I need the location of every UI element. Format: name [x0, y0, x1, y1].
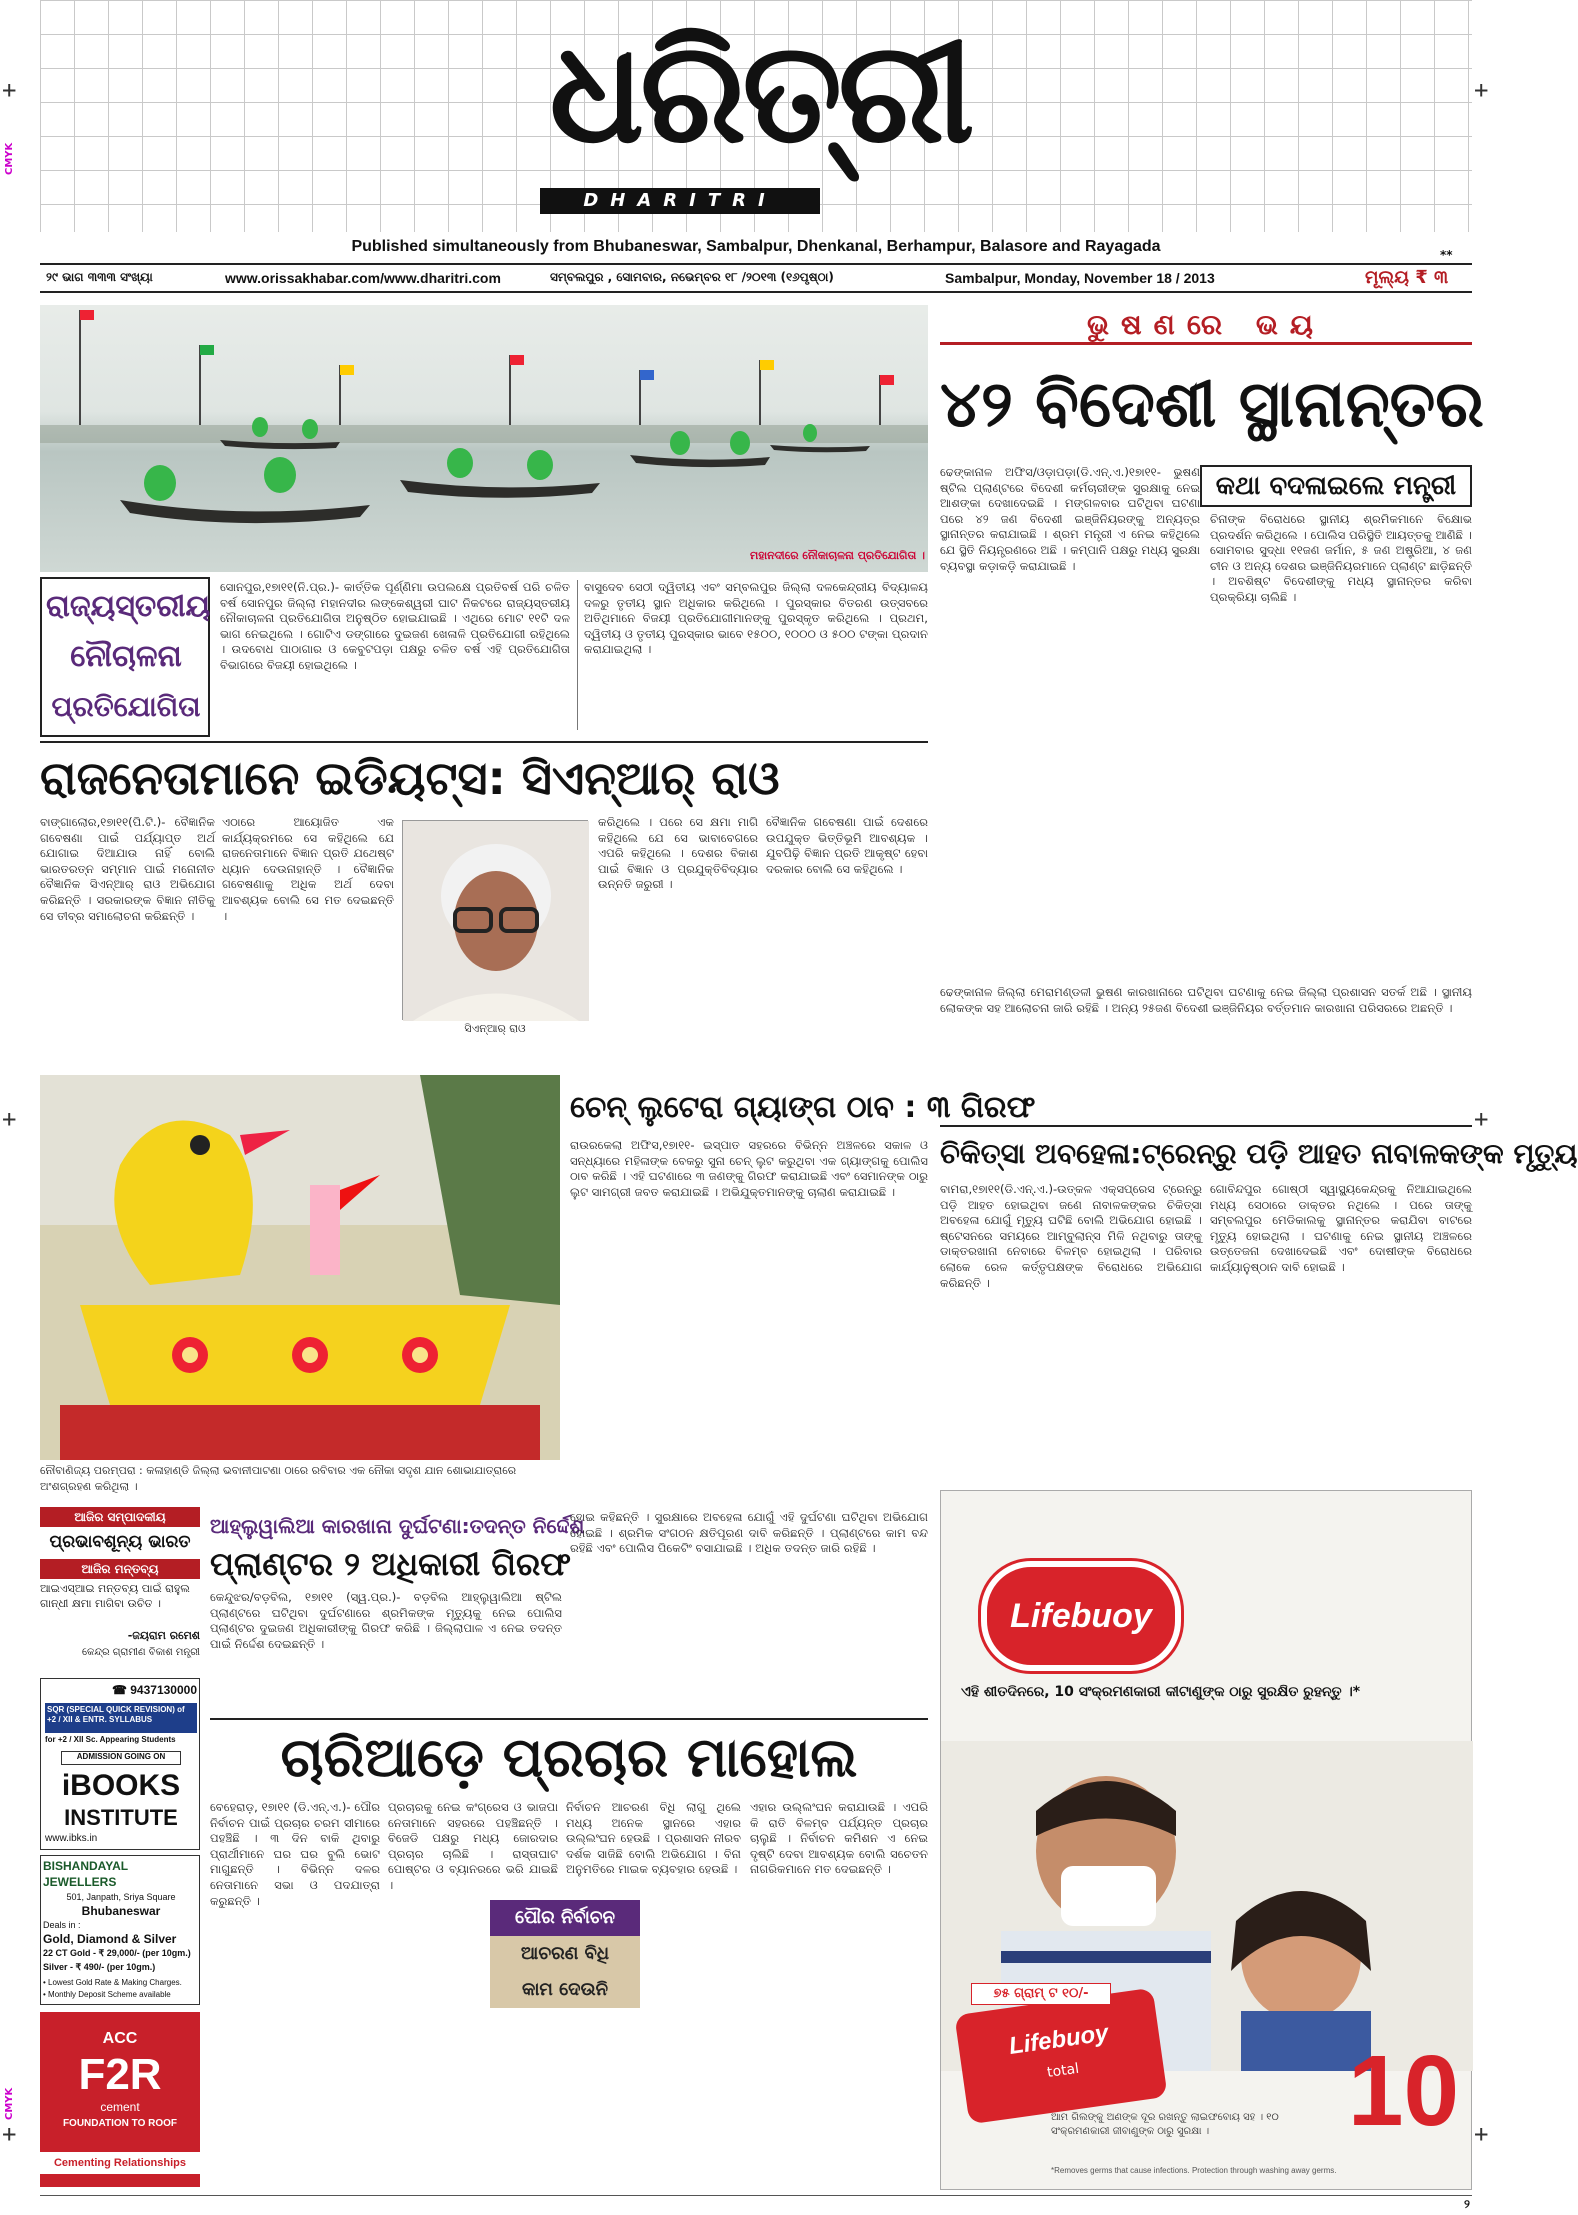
campaign-col3: ନିର୍ବାଚନ ଆଚରଣ ବିଧି ଲାଗୁ ଥିଲେ ମଧ୍ୟ ଅନେକ ସ୍ଥାନରେ ଏହାର ଉଲ୍ଲଂଘନ ହେଉଛି । ପ୍ରଶାସନ ନୀରବ ଦର୍ଶକ ସାଜିଛି ବୋଲି ଅଭିଯୋଗ । ବିନା ଅନୁମତିରେ ମାଇକ ବ୍ୟବହାର ହେଉଛି ।: [566, 1800, 741, 1877]
rao-col1: ବାଙ୍ଗାଲୋର,୧୭ା୧୧(ପି.ଟି.)- ବୈଜ୍ଞାନିକ ଗବେଷଣା ପାଇଁ ପର୍ଯ୍ୟାପ୍ତ ଅର୍ଥ ଯୋଗାଇ ଦିଆଯାଉ ନାହିଁ ବୋଲି ଭାରତରତ୍ନ ସମ୍ମାନ ପାଇଁ ମନୋନୀତ ବୈଜ୍ଞାନିକ ସିଏନ୍‌ଆର୍‌ ରାଓ ଅଭିଯୋଗ କରିଛନ୍ତି । ସରକାରଙ୍କ ବିଜ୍ଞାନ ନୀତିକୁ ସେ ତୀବ୍ର ସମାଲୋଚନା କରିଛନ୍ତି ।: [40, 815, 215, 923]
lead-col3: ଢେଙ୍କାନାଳ ଜିଲ୍ଲା ମେରାମଣ୍ଡଳୀ ଭୁଷଣ କାରଖାନାରେ ଘଟିଥିବା ଘଟଣାକୁ ନେଇ ଜିଲ୍ଲା ପ୍ରଶାସନ ସତର୍କ ଅଛି । ସ୍ଥାନୀୟ ଲୋକଙ୍କ ସହ ଆଲୋଚନା ଜାରି ରହିଛି । ଅନ୍ୟ ୨୫ଜଣ ବିଦେଶୀ ଇଞ୍ଜିନିୟର ବର୍ତ୍ତମାନ କାରଖାନା ପରିସରରେ ଅଛନ୍ତି ।: [940, 985, 1472, 1015]
boat-race-photo-caption: ମହାନଦୀରେ ନୌକାଚାଳନା ପ୍ରତିଯୋଗିତା ।: [750, 549, 925, 562]
date-bar: [40, 263, 1472, 293]
jewellers-deals: Deals in :: [43, 1920, 81, 1930]
masthead: [40, 0, 1472, 232]
issue-info: ୨୯ ଭାଗ ୩୩୩ ସଂଖ୍ୟା: [46, 270, 153, 284]
rao-portrait: [403, 821, 589, 1021]
editorial-name: ପ୍ରଭାବଶୂନ୍ୟ ଭାରତ: [49, 1532, 191, 1552]
lifebuoy-ad: [940, 1490, 1472, 2190]
ibooks-brand: iBOOKS: [61, 1769, 181, 1802]
rao-photo: [402, 820, 588, 1020]
lifebuoy-logo: [981, 1561, 1181, 1671]
masthead-logo: ଧରିତ୍ରୀ: [549, 11, 971, 175]
lifebuoy-big-number: 10: [1347, 2035, 1460, 2147]
acc-foundation: FOUNDATION TO ROOF: [62, 2118, 178, 2129]
today-box: [40, 1507, 200, 1672]
plant-headline: ପ୍ଲାଣ୍ଟର ୨ ଅଧିକାରୀ ଗିରଫ: [210, 1545, 571, 1583]
lead-col2: ଚିନାଙ୍କ ବିରୋଧରେ ସ୍ଥାନୀୟ ଶ୍ରମିକମାନେ ବିକ୍ଷୋଭ ପ୍ରଦର୍ଶନ କରିଥିଲେ । ପୋଲିସ ପରିସ୍ଥିତି ଆୟତ୍ତକୁ ଆଣିଛି । ସୋମବାର ସୁଦ୍ଧା ୧୧ଜଣ ଜର୍ମାନ, ୫ ଜଣ ଅଷ୍ଟ୍ରିଆ, ୪ ଜଣ ଚୀନ ଓ ଅନ୍ୟ ଦେଶର ଇଞ୍ଜିନିୟରମାନେ ପ୍ଲାଣ୍ଟ ଛାଡ଼ିଛନ୍ତି । ଅବଶିଷ୍ଟ ବିଦେଶୀଙ୍କୁ ମଧ୍ୟ ସ୍ଥାନାନ୍ତର କରିବା ପ୍ରକ୍ରିୟା ଚାଲିଛି ।: [1210, 512, 1472, 604]
boat-race-label-line3: ପ୍ରତିଯୋଗିତା: [51, 690, 201, 723]
editorial-title: ଆଜିର ସମ୍ପାଦକୀୟ: [40, 1507, 200, 1527]
registration-mark-tl: +: [2, 76, 17, 104]
yatra-illustration: [40, 1075, 560, 1460]
price: ମୂଲ୍ୟ ₹ ୩: [1365, 267, 1449, 288]
date-english: Sambalpur, Monday, November 18 / 2013: [945, 270, 1215, 286]
acc-product: F2R: [78, 2050, 162, 2099]
jewellers-city: Bhubaneswar: [81, 1904, 161, 1918]
jewellers-rate1: 22 CT Gold - ₹ 29,000/- (per 10gm.): [43, 1948, 191, 1958]
jewellers-note1: • Lowest Gold Rate & Making Charges.: [43, 1978, 182, 1987]
ibooks-web: www.ibks.in: [45, 1833, 98, 1844]
yatra-photo: [40, 1075, 560, 1460]
lead-col1: ଢେଙ୍କାନାଳ ଅଫିସ/ଓଡ଼ାପଡ଼ା(ଡି.ଏନ୍.ଏ.)୧୭ା୧୧- ଭୁଷଣ ଷ୍ଟିଲ ପ୍ଲାଣ୍ଟରେ ବିଦେଶୀ କର୍ମଚାରୀଙ୍କ ସୁରକ୍ଷାକୁ ନେଇ ଆଶଙ୍କା ଦେଖାଦେଇଛି । ମଙ୍ଗଳବାର ଘଟିଥିବା ଘଟଣା ପରେ ୪୨ ଜଣ ବିଦେଶୀ ଇଞ୍ଜିନିୟରଙ୍କୁ ଅନ୍ୟତ୍ର ସ୍ଥାନାନ୍ତର କରାଯାଇଛି । ଶ୍ରମ ମନ୍ତ୍ରୀ ଏ ନେଇ କହିଥିଲେ ଯେ ସ୍ଥିତି ନିୟନ୍ତ୍ରଣରେ ଅଛି । କମ୍ପାନି ପକ୍ଷରୁ ମଧ୍ୟ ସୁରକ୍ଷା ବ୍ୟବସ୍ଥା କଡ଼ାକଡ଼ି କରାଯାଇଛି ।: [940, 465, 1200, 573]
plant-col2: ହୋଇ କହିଛନ୍ତି । ସୁରକ୍ଷାରେ ଅବହେଳା ଯୋଗୁଁ ଏହି ଦୁର୍ଘଟଣା ଘଟିଥିବା ଅଭିଯୋଗ ହୋଇଛି । ଶ୍ରମିକ ସଂଗଠନ କ୍ଷତିପୂରଣ ଦାବି କରିଛନ୍ତି । ପ୍ଲାଣ୍ଟରେ କାମ ବନ୍ଦ ରହିଛି ଏବଂ ପୋଲିସ ପିକେଟିଂ ବସାଯାଇଛି । ଅଧିକ ତଦନ୍ତ ଜାରି ରହିଛି ।: [570, 1510, 928, 1556]
ibooks-institute: INSTITUTE: [64, 1805, 178, 1830]
footer-rule: [40, 2195, 1472, 2196]
boat-race-col2: ବାସୁଦେବ ସେଠୀ ଦ୍ୱିତୀୟ ଏବଂ ସମ୍ବଲପୁର ଜିଲ୍ଲା ଦଳକେନ୍ଦ୍ରୀୟ ବିଦ୍ୟାଳୟ ଦଳରୁ ତୃତୀୟ ସ୍ଥାନ ଅଧିକାର କରିଥିଲେ । ପୁରସ୍କାର ବିତରଣ ଉତ୍ସବରେ ଅତିଥିମାନେ ବିଜୟୀ ପ୍ରତିଯୋଗୀମାନଙ୍କୁ ପୁରସ୍କୃତ କରିଥିଲେ । ପ୍ରଥମ, ଦ୍ୱିତୀୟ ଓ ତୃତୀୟ ପୁରସ୍କାର ଭାବେ ୧୫୦୦, ୧୦୦୦ ଓ ୫୦୦ ଟଙ୍କା ପ୍ରଦାନ କରାଯାଇଥିଲା ।: [584, 580, 928, 657]
rao-headline: ରାଜନେତାମାନେ ଇଡିୟଟ୍ସ: ସିଏନ୍‌ଆର୍‌ ରାଓ: [40, 751, 780, 805]
cmyk-mark-bottom: CMYK: [4, 2087, 15, 2120]
campaign-col2: ପ୍ରଚାରକୁ ନେଇ କଂଗ୍ରେସ ଓ ଭାଜପା ନେତାମାନେ ସହରରେ ପହଞ୍ଚିଛନ୍ତି । ବିଜେଡି ପକ୍ଷରୁ ମଧ୍ୟ ଜୋରଦାର ପ୍ରଚାର ଚାଲିଛି । ରାସ୍ତାଘାଟ ପୋଷ୍ଟର ଓ ବ୍ୟାନରରେ ଭରି ଯାଇଛି ।: [388, 1800, 558, 1892]
ibooks-ad: [40, 1678, 200, 1850]
registration-mark-mr: +: [1474, 1105, 1489, 1133]
jewellers-ad: [40, 1855, 200, 2005]
rule: [577, 580, 578, 730]
stars: **: [1440, 248, 1453, 262]
ibooks-line3: ADMISSION GOING ON: [61, 1751, 181, 1765]
rao-photo-caption: ସିଏନ୍‌ଆର୍‌ ରାଓ: [464, 1022, 526, 1035]
registration-mark-bl: +: [2, 2120, 17, 2148]
acc-brand: ACC: [102, 2030, 138, 2047]
quote-title: ଆଜିର ମନ୍ତବ୍ୟ: [40, 1559, 200, 1579]
thieves-headline: ଚେନ୍‌ ଲୁଟେରା ଗ୍ୟାଙ୍ଗ ଠାବ : ୩ ଗିରଫ: [570, 1090, 1036, 1125]
lifebuoy-logo-text: Lifebuoy: [1010, 1597, 1152, 1635]
website: www.orissakhabar.com/www.dharitri.com: [225, 270, 501, 286]
campaign-box-line3: କାମ ଦେଉନି: [490, 1972, 640, 2008]
train-col1: ବାମରା,୧୭ା୧୧(ଡି.ଏନ୍.ଏ.)-ଉତ୍କଳ ଏକ୍ସପ୍ରେସ ଟ୍ରେନ୍‌ରୁ ପଡ଼ି ଆହତ ହୋଇଥିବା ଜଣେ ନାବାଳକଙ୍କର ଚିକିତ୍ସା ଅବହେଳା ଯୋଗୁଁ ମୃତ୍ୟୁ ଘଟିଛି ବୋଲି ଅଭିଯୋଗ ହୋଇଛି । ଷ୍ଟେସନରେ ସମୟରେ ଆମ୍ବୁଲାନ୍ସ ମିଳି ନଥିବାରୁ ତାଙ୍କୁ ଡାକ୍ତରଖାନା ନେବାରେ ବିଳମ୍ବ ହୋଇଥିଲା । ପରିବାର ଲୋକେ ରେଳ କର୍ତ୍ତୃପକ୍ଷଙ୍କ ବିରୋଧରେ ଅଭିଯୋଗ କରିଛନ୍ତି ।: [940, 1182, 1202, 1290]
lifebuoy-tagline: ଏହି ଶୀତଦିନରେ, 10 ସଂକ୍ରମଣକାରୀ କୀଟାଣୁଙ୍କ ଠାରୁ ସୁରକ୍ଷିତ ରୁହନ୍ତୁ ।*: [961, 1684, 1361, 1700]
rule: [40, 741, 928, 743]
jewellers-title: BISHANDAYAL JEWELLERS: [43, 1859, 128, 1889]
quote-by: -ଜୟରାମ ରମେଶ: [127, 1629, 200, 1642]
rao-col2: ଏଠାରେ ଆୟୋଜିତ ଏକ କାର୍ଯ୍ୟକ୍ରମରେ ସେ କହିଥିଲେ ଯେ ରାଜନେତାମାନେ ବିଜ୍ଞାନ ପ୍ରତି ଯଥେଷ୍ଟ ଧ୍ୟାନ ଦେଉନାହାନ୍ତି । ବୈଜ୍ଞାନିକ ଗବେଷଣାକୁ ଅଧିକ ଅର୍ଥ ଦେବା ଆବଶ୍ୟକ ବୋଲି ସେ ମତ ଦେଇଛନ୍ତି ।: [222, 815, 394, 923]
lead-headline: ୪୨ ବିଦେଶୀ ସ୍ଥାନାନ୍ତର: [940, 368, 1484, 442]
cmyk-mark-top: CMYK: [4, 142, 15, 175]
published-line-text: Published simultaneously from Bhubaneswar, Sambalpur, Dhenkanal, Berhampur, Balasore and Rayagada: [351, 238, 1161, 255]
lifebuoy-pack-brand: Lifebuoy: [1007, 2019, 1111, 2060]
thieves-text: ରାଉରକେଲା ଅଫିସ,୧୭ା୧୧- ଇସ୍ପାତ ସହରରେ ବିଭିନ୍ନ ଅଞ୍ଚଳରେ ସକାଳ ଓ ସନ୍ଧ୍ୟାରେ ମହିଳାଙ୍କ ବେକରୁ ସୁନା ଚେନ୍ ଲୁଟ କରୁଥିବା ଏକ ଗ୍ୟାଙ୍ଗକୁ ପୋଲିସ ଠାବ କରିଛି । ଏହି ଘଟଣାରେ ୩ ଜଣଙ୍କୁ ଗିରଫ କରାଯାଇଛି ଏବଂ ସେମାନଙ୍କ ଠାରୁ ଲୁଟ ସାମଗ୍ରୀ ଜବତ କରାଯାଇଛି । ଅଭିଯୁକ୍ତମାନଙ୍କୁ ଚାଲାଣ କରାଯାଇଛି ।: [570, 1138, 928, 1199]
rule: [940, 1125, 1472, 1127]
jewellers-gold: Gold, Diamond & Silver: [43, 1932, 177, 1946]
acc-cement: cement: [100, 2100, 140, 2114]
lifebuoy-10-graphic: [1341, 2031, 1466, 2151]
date-odia: ସମ୍ବଲପୁର , ସୋମବାର, ନଭେମ୍ବର ୧୮ /୨୦୧୩ (୧୬ପୃଷ୍ଠା): [550, 270, 834, 284]
ibooks-phone: ☎ 9437130000: [111, 1683, 197, 1697]
acc-tagline: Cementing Relationships: [40, 2152, 200, 2174]
campaign-col1: ବେହେରାଡ଼, ୧୭ା୧୧ (ଡି.ଏନ୍.ଏ.)- ପୌର ନିର୍ବାଚନ ପାଇଁ ପ୍ରଚାର ଚରମ ସୀମାରେ ପହଞ୍ଚିଛି । ୩ ଦିନ ବାକି ଥିବାରୁ ପ୍ରାର୍ଥୀମାନେ ଘର ଘର ବୁଲି ଭୋଟ ମାଗୁଛନ୍ତି । ବିଭିନ୍ନ ଦଳର ନେତାମାନେ ସଭା ଓ ପଦଯାତ୍ରା କରୁଛନ୍ତି ।: [210, 1800, 380, 1908]
lifebuoy-bottom-text: ଆମ ଗିଲଙ୍କୁ ଅଣଙ୍କ ଦୂର ରଖନ୍ତୁ ଲାଇଫବୋୟ ସହ । ୧୦ ସଂକ୍ରମଣକାରୀ ଜୀବାଣୁଙ୍କ ଠାରୁ ସୁରକ୍ଷା ।: [1051, 2112, 1279, 2137]
train-col2: ଗୋବିନ୍ଦପୁର ଗୋଷ୍ଠୀ ସ୍ୱାସ୍ଥ୍ୟକେନ୍ଦ୍ରକୁ ନିଆଯାଇଥିଲେ ମଧ୍ୟ ସେଠାରେ ଡାକ୍ତର ନଥିଲେ । ପରେ ତାଙ୍କୁ ସମ୍ବଲପୁର ମେଡିକାଲକୁ ସ୍ଥାନାନ୍ତର କରାଯିବା ବାଟରେ ମୃତ୍ୟୁ ହୋଇଥିଲା । ଘଟଣାକୁ ନେଇ ସ୍ଥାନୀୟ ଅଞ୍ଚଳରେ ଉତ୍ତେଜନା ଦେଖାଦେଇଛି ଏବଂ ଦୋଷୀଙ୍କ ବିରୋଧରେ କାର୍ଯ୍ୟାନୁଷ୍ଠାନ ଦାବି ହୋଇଛି ।: [1210, 1182, 1472, 1274]
jewellers-note2: • Monthly Deposit Scheme available: [43, 1990, 171, 1999]
yatra-photo-caption: ନୌବାଣିଜ୍ୟ ପରମ୍ପରା : କଳାହାଣ୍ଡି ଜିଲ୍ଲା ଭବାନୀପାଟଣା ଠାରେ ରବିବାର ଏକ ନୌକା ସଦୃଶ ଯାନ ଶୋଭାଯାତ୍ରାରେ ଅଂଶଗ୍ରହଣ କରିଥିଲା ।: [40, 1464, 517, 1493]
ibooks-line2: for +2 / XII Sc. Appearing Students: [45, 1735, 176, 1744]
plant-col1: କେନ୍ଦୁଝର/ବଡ଼ବିଲ, ୧୭ା୧୧ (ସ୍ୱ.ପ୍ର.)- ବଡ଼ବିଲ ଆହ୍ଲୁୱାଲିଆ ଷ୍ଟିଲ ପ୍ଲାଣ୍ଟରେ ଘଟିଥିବା ଦୁର୍ଘଟଣାରେ ଶ୍ରମିକଙ୍କ ମୃତ୍ୟୁକୁ ନେଇ ପୋଲିସ ପ୍ଲାଣ୍ଟର ଦୁଇଜଣ ଅଧିକାରୀଙ୍କୁ ଗିରଫ କରିଛି । ଜିଲ୍ଲାପାଳ ଏ ନେଇ ତଦନ୍ତ ପାଇଁ ନିର୍ଦ୍ଦେଶ ଦେଇଛନ୍ତି ।: [210, 1590, 562, 1651]
boat-race-label: [40, 577, 210, 737]
boat-race-photo: [40, 305, 928, 572]
boat-race-col1: ସୋନପୁର,୧୭ା୧୧(ନି.ପ୍ର.)- କାର୍ତ୍ତିକ ପୂର୍ଣ୍ଣିମା ଉପଲକ୍ଷେ ପ୍ରତିବର୍ଷ ପରି ଚଳିତ ବର୍ଷ ସୋନପୁର ଜିଲ୍ଲା ମହାନଦୀର ଲଙ୍କେଶ୍ୱରୀ ଘାଟ ନିକଟରେ ରାଜ୍ୟସ୍ତରୀୟ ନୌକାଚାଳନା ପ୍ରତିଯୋଗିତା ଅନୁଷ୍ଠିତ ହୋଇଯାଇଛି । ଏଥିରେ ମୋଟ ୧୧ଟି ଦଳ ଭାଗ ନେଇଥିଲେ । ଗୋଟିଏ ଡଙ୍ଗାରେ ଦୁଇଜଣ ଖେଳାଳି ପ୍ରତିଯୋଗୀ ରହିଥିଲେ । ଉଦବୋଧ ପାଠାଗାର ଓ କେବୁଟପଡ଼ା ପକ୍ଷରୁ ଚଳିତ ବର୍ଷ ଏହି ପ୍ରତିଯୋଗିତା ବିଭାଗରେ ବିଜୟୀ ହୋଇଥିଲେ ।: [220, 580, 570, 672]
registration-mark-br: +: [1474, 2120, 1489, 2148]
masthead-logo-sub: DHARITRI: [540, 188, 820, 214]
lifebuoy-price: ୭୫ ଗ୍ରାମ୍ ଟ ୧୦/-: [971, 1983, 1111, 2005]
plant-kicker: ଆହ୍ଲୁୱାଲିଆ କାରଖାନା ଦୁର୍ଘଟଣା:ତଦନ୍ତ ନିର୍ଦ୍ଦେଶ: [210, 1514, 585, 1538]
boat-race-label-line2: ନୌଚାଳନା: [70, 639, 182, 674]
ibooks-line1: SQR (SPECIAL QUICK REVISION) of +2 / XII & ENTR. SYLLABUS: [45, 1703, 197, 1733]
boat-race-label-line1: ରାଜ୍ୟସ୍ତରୀୟ: [46, 589, 211, 624]
acc-ad: [40, 2012, 200, 2187]
jewellers-address: 501, Janpath, Sriya Square: [66, 1892, 176, 1902]
rao-col4: ବୈଜ୍ଞାନିକ ଗବେଷଣା ପାଇଁ ଦେଶରେ ଉପଯୁକ୍ତ ଭିତ୍ତିଭୂମି ଆବଶ୍ୟକ । ଯୁବପିଢ଼ି ବିଜ୍ଞାନ ପ୍ରତି ଆକୃଷ୍ଟ ହେବା ଦରକାର ବୋଲି ସେ କହିଥିଲେ ।: [766, 815, 928, 876]
quote-text: ଆଇଏସ୍‌ଆଇ ମନ୍ତବ୍ୟ ପାଇଁ ରାହୁଲ ଗାନ୍ଧୀ କ୍ଷମା ମାଗିବା ଉଚିତ ।: [40, 1582, 190, 1610]
campaign-box-line1: ପୌର ନିର୍ବାଚନ: [490, 1900, 640, 1936]
registration-mark-ml: +: [2, 1105, 17, 1133]
lifebuoy-disclaimer: *Removes germs that cause infections. Protection through washing away germs.: [1051, 2166, 1337, 2175]
page-number: ୨: [1464, 2197, 1470, 2211]
rule: [210, 1718, 928, 1720]
lead-subhead: କଥା ବଦଳାଇଲେ ମନ୍ତ୍ରୀ: [1200, 465, 1472, 507]
rao-col3: କରିଥିଲେ । ପରେ ସେ କ୍ଷମା ମାଗି କହିଥିଲେ ଯେ ସେ ଭାବାବେଗରେ ଏପରି କହିଥିଲେ । ଦେଶର ବିକାଶ ପାଇଁ ବିଜ୍ଞାନ ଓ ପ୍ରଯୁକ୍ତିବିଦ୍ୟାର ଉନ୍ନତି ଜରୁରୀ ।: [598, 815, 758, 892]
quote-role: କେନ୍ଦ୍ର ଗ୍ରାମୀଣ ବିକାଶ ମନ୍ତ୍ରୀ: [82, 1647, 200, 1658]
campaign-col4: ଏହାର ଉଲ୍ଲଂଘନ କରାଯାଉଛି । ଏପରି କି ରାତି ବିଳମ୍ବ ପର୍ଯ୍ୟନ୍ତ ପ୍ରଚାର ଚାଲୁଛି । ନିର୍ବାଚନ କମିଶନ ଏ ନେଇ ଦୃଷ୍ଟି ଦେବା ଆବଶ୍ୟକ ବୋଲି ସଚେତନ ନାଗରିକମାନେ ମତ ଦେଇଛନ୍ତି ।: [750, 1800, 928, 1877]
lead-tag: ଭୁଷଣରେ ଭୟ: [940, 305, 1472, 345]
registration-mark-tr: +: [1474, 76, 1489, 104]
campaign-headline: ଚାରିଆଡ଼େ ପ୍ରଚାର ମାହୋଲ: [280, 1726, 858, 1789]
boat-race-illustration: [40, 305, 928, 572]
jewellers-rate2: Silver - ₹ 490/- (per 10gm.): [43, 1962, 156, 1972]
campaign-box-line2: ଆଚରଣ ବିଧି: [490, 1936, 640, 1972]
lifebuoy-pack-sub: total: [1046, 2060, 1081, 2082]
train-headline: ଚିକିତ୍ସା ଅବହେଳା:ଟ୍ରେନ୍‌ରୁ ପଡ଼ି ଆହତ ନାବାଳକଙ୍କ ମୃତ୍ୟୁ: [940, 1137, 1578, 1170]
